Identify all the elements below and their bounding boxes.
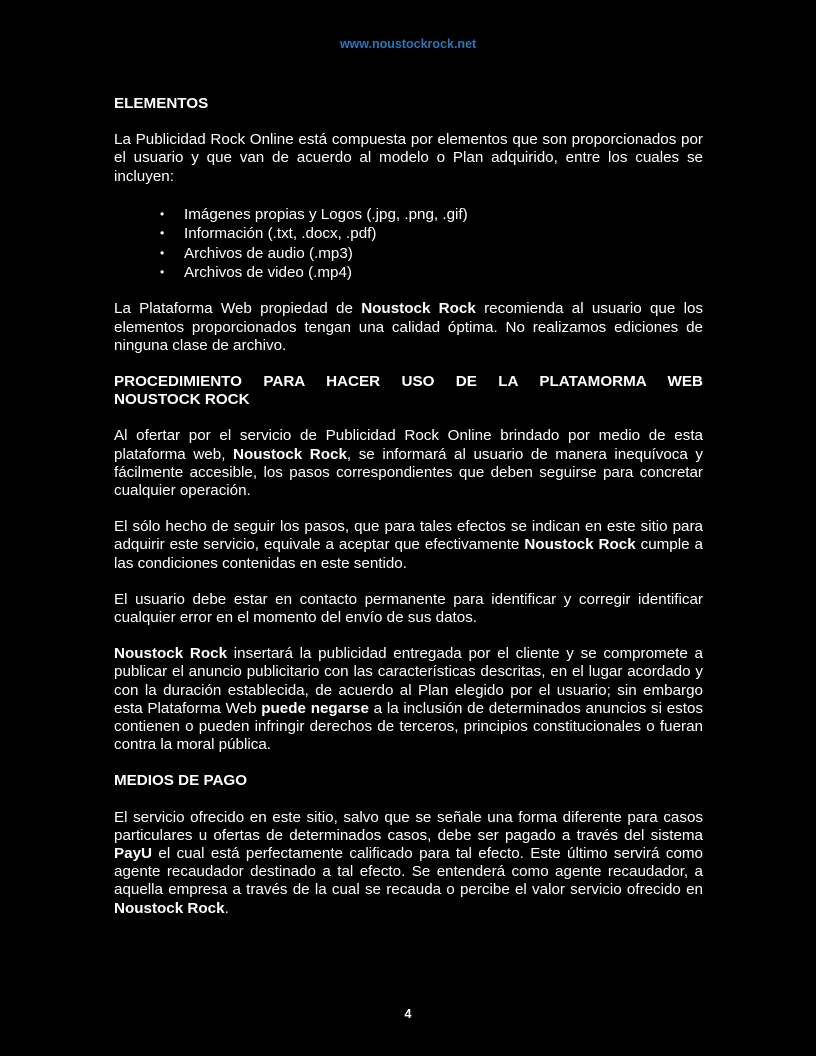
paragraph-procedimiento-3: El usuario debe estar en contacto permanente para identificar y corregir identificar cualquier error en el momento del envío de sus datos. [114,590,703,627]
heading-procedimiento-line2: NOUSTOCK ROCK [114,391,250,409]
list-item: • Información (.txt, .docx, .pdf) [160,225,377,243]
paragraph-medios-1: El servicio ofrecido en este sitio, salvo que se señale una forma diferente para casos particulares u ofertas de determinados casos, debe ser pagado a través del sistema PayU el cual está perfectamente calificado para tal efecto. Este último servirá como agente recaudador destinado a tal efecto. Se entenderá como agente recaudador, a aquella empresa a través de la cual se recauda o percibe el valor servicio ofrecido en Noustock Rock. [114,808,703,917]
page-number: 4 [404,1007,412,1021]
file-type-list [114,205,703,283]
heading-procedimiento: PROCEDIMIENTO PARA HACER USO DE LA PLATAMORMA WEB [114,372,703,390]
list-item: • Imágenes propias y Logos (.jpg, .png, .gif) [160,205,468,223]
heading-elementos: ELEMENTOS [114,95,209,112]
paragraph-procedimiento-1: Al ofertar por el servicio de Publicidad Rock Online brindado por medio de esta plataforma web, Noustock Rock, se informará al usuario de manera inequívoca y fácilmente accesible, los pasos correspondientes que deben seguirse para concretar cualquier operación. [114,427,704,499]
list-item: • Archivos de audio (.mp3) [160,244,353,262]
paragraph-elementos-intro: La Publicidad Rock Online está compuesta por elementos que son proporcionados por el usuario y que van de acuerdo al modelo o Plan adquirido, entre los cuales se incluyen: [114,131,703,185]
paragraph-elementos-quality: La Plataforma Web propiedad de Noustock Rock recomienda al usuario que los elementos proporcionados tengan una calidad óptima. No realizamos ediciones de ninguna clase de archivo. [114,300,703,354]
bullet-icon: • [160,226,165,241]
header-url: www.noustockrock.net [339,37,477,51]
paragraph-procedimiento-2: El sólo hecho de seguir los pasos, que para tales efectos se indican en este sitio para adquirir este servicio, equivale a aceptar que efectivamente Noustock Rock cumple a las condiciones contenidas en este sentido. [114,518,703,572]
heading-medios-de-pago: MEDIOS DE PAGO [114,772,248,790]
bullet-icon: • [160,264,165,279]
document-body [114,95,703,918]
paragraph-procedimiento-4: Noustock Rock insertará la publicidad entregada por el cliente y se compromete a publicar el anuncio publicitario con las características descritas, en el lugar acordado y con la duración establecida, de acuerdo al Plan elegido por el usuario; sin embargo esta Plataforma Web puede negarse a la inclusión de determinados anuncios si estos contienen o pueden infringir derechos de terceros, principios constitucionales o fueran contra la moral pública. [114,645,703,754]
list-item: • Archivos de video (.mp4) [160,263,352,281]
bullet-icon: • [160,206,165,221]
bullet-icon: • [160,245,165,260]
